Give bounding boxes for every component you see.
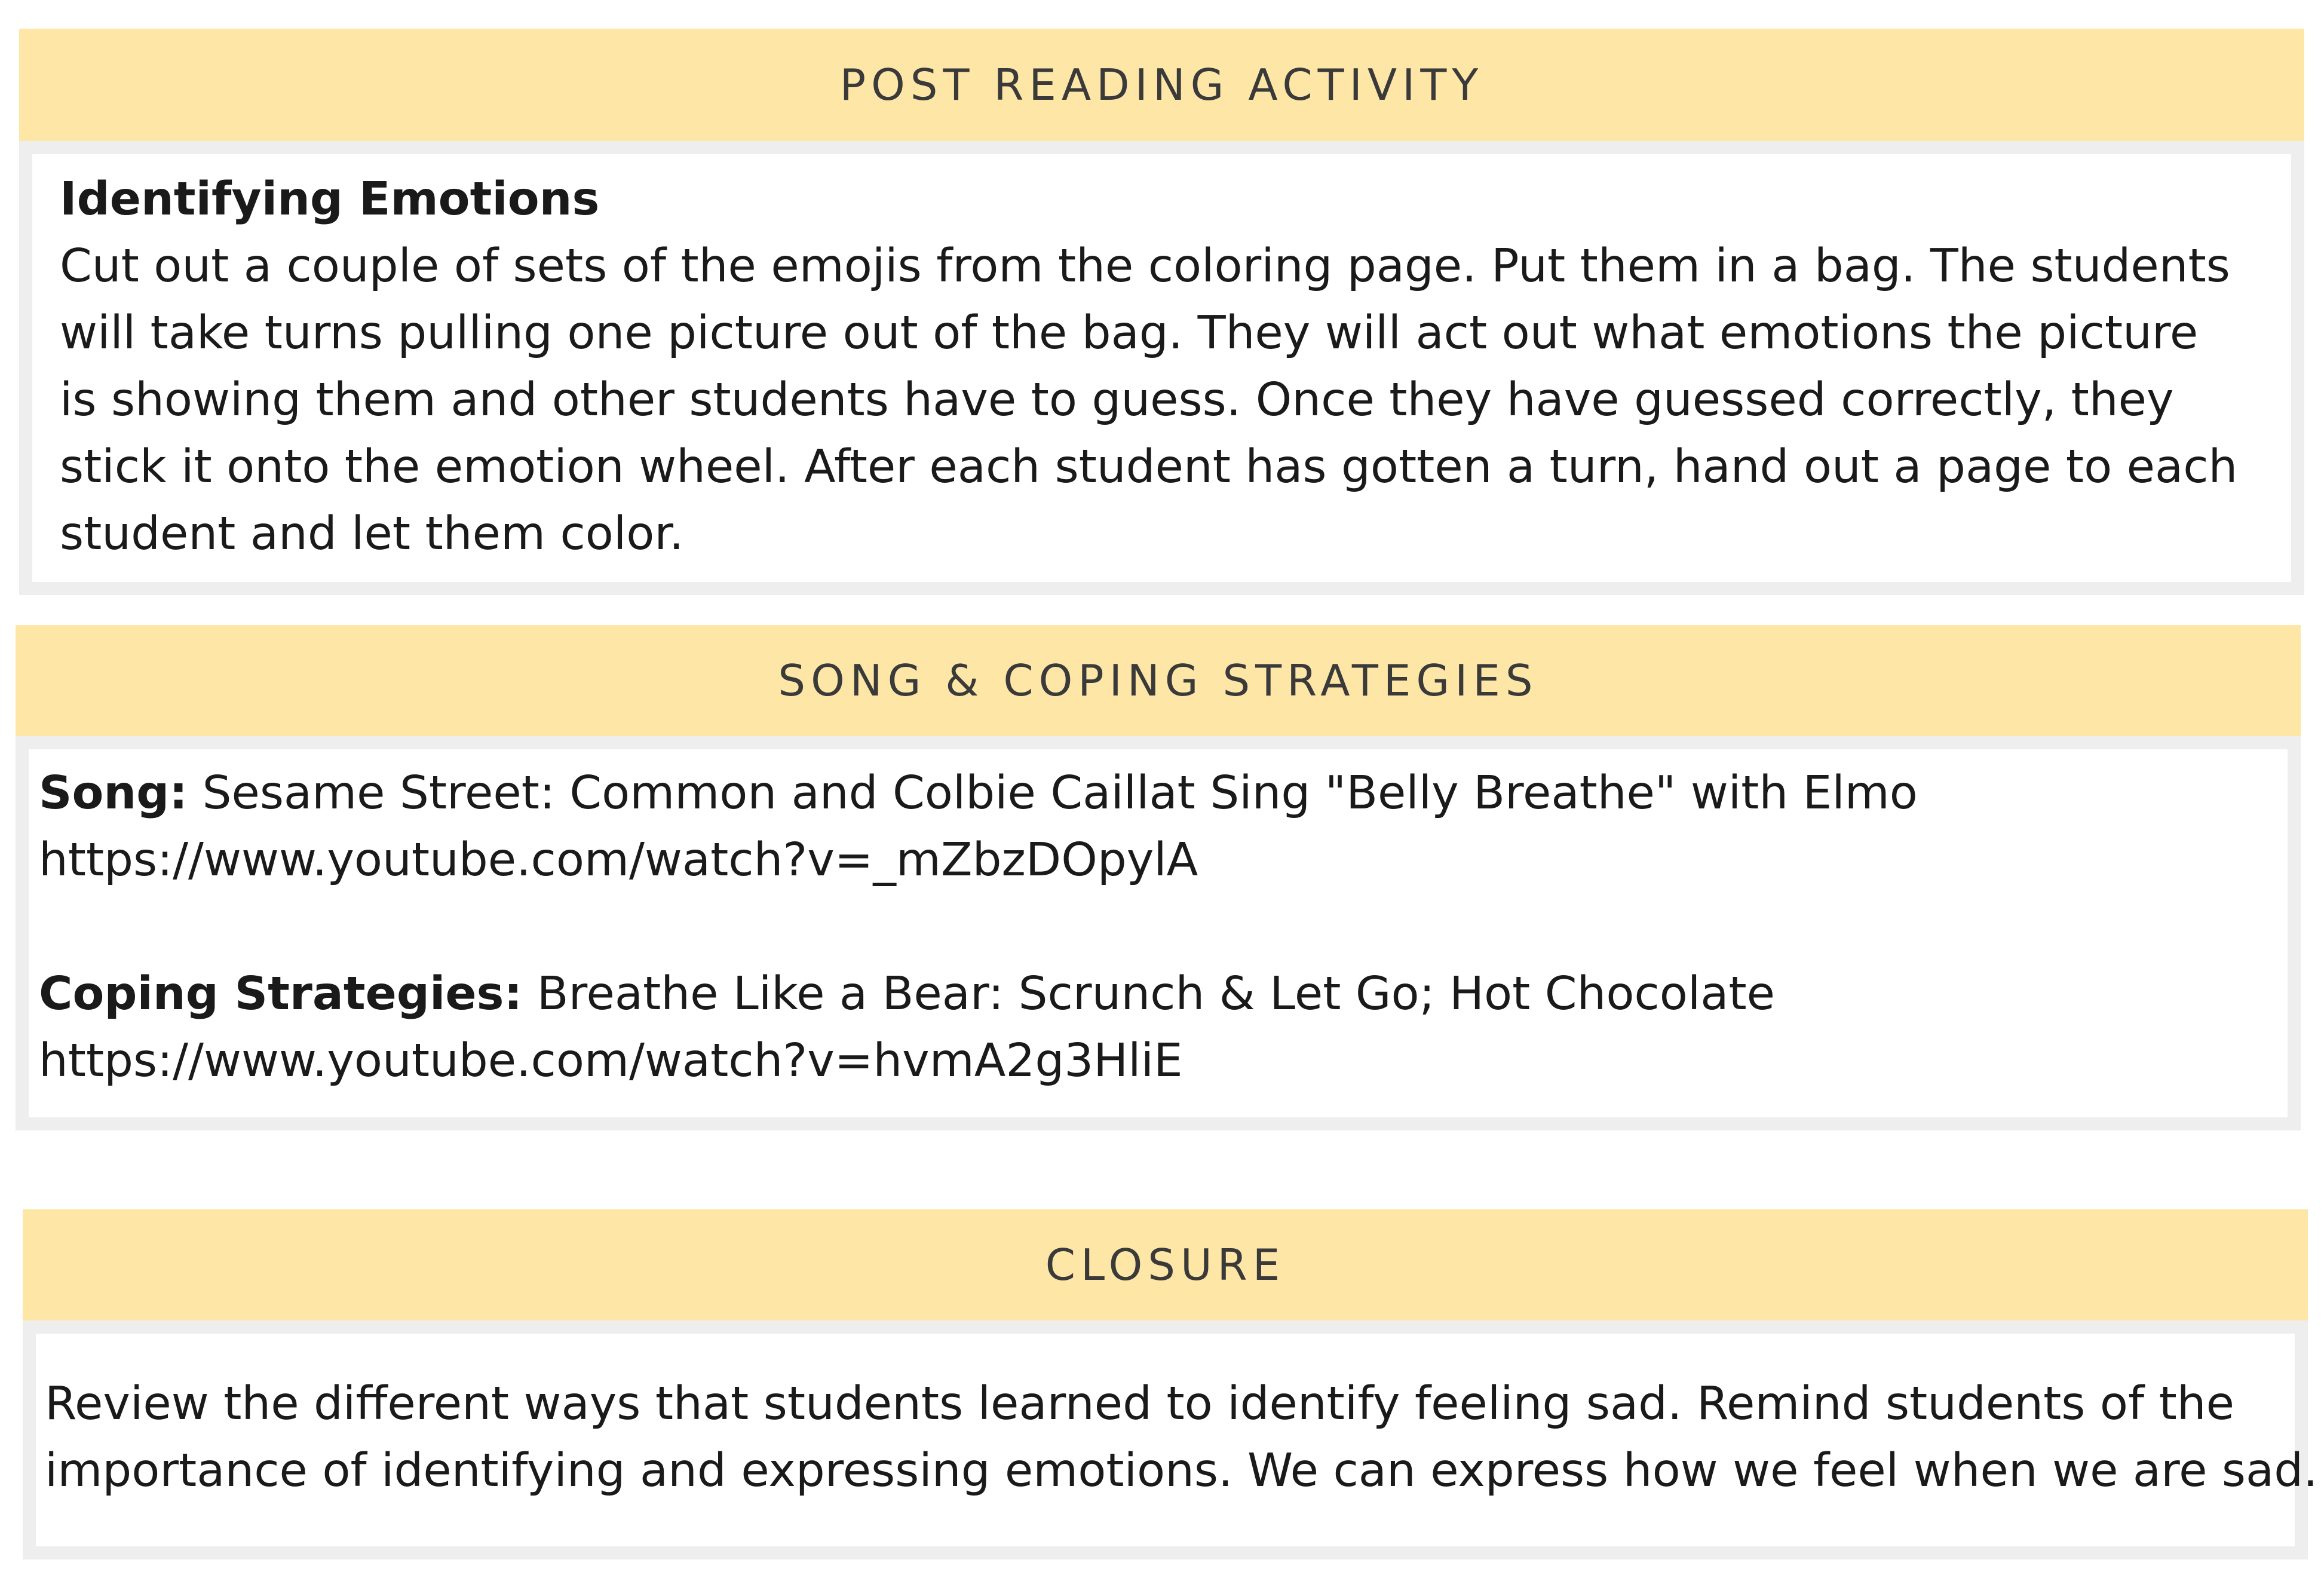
coping-title: Breathe Like a Bear: Scrunch & Let Go; Hot Chocolate [522,967,1776,1021]
closure-header [23,1209,2308,1320]
closure-title: CLOSURE [1045,1240,1286,1290]
activity-text-line: is showing them and other students have to guess. Once they have guessed correctly, they [60,373,2174,427]
closure-text-line: importance of identifying and expressing emotions. We can express how we feel when we are sad. [45,1444,2318,1497]
coping-line [39,961,1918,1028]
activity-text-line: will take turns pulling one picture out of the bag. They will act out what emotions the picture [60,307,2199,360]
coping-url: https://www.youtube.com/watch?v=hvmA2g3HliE [39,1034,1183,1087]
spacer [39,894,1918,961]
post-reading-title: POST READING ACTIVITY [839,60,1484,110]
song-coping-title: SONG & COPING STRATEGIES [778,655,1538,706]
coping-label: Coping Strategies: [39,967,523,1021]
song-coping-content [39,760,1918,1095]
activity-text-line: Cut out a couple of sets of the emojis from the coloring page. Put them in a bag. The students [60,240,2230,293]
song-line [39,760,1918,827]
post-reading-header [19,29,2304,141]
song-coping-header [16,625,2301,736]
closure-text-line: Review the different ways that students learned to identify feeling sad. Remind students of the [45,1377,2234,1430]
song-url: https://www.youtube.com/watch?v=_mZbzDOpylA [39,834,1198,887]
closure-content [45,1371,2318,1505]
song-label: Song: [39,767,188,820]
post-reading-content [60,166,2237,568]
song-title: Sesame Street: Common and Colbie Caillat Sing "Belly Breathe" with Elmo [188,767,1918,820]
activity-text-line: stick it onto the emotion wheel. After each student has gotten a turn, hand out a page to each [60,440,2238,494]
activity-text-line: student and let them color. [60,507,684,560]
activity-subtitle: Identifying Emotions [60,173,600,226]
